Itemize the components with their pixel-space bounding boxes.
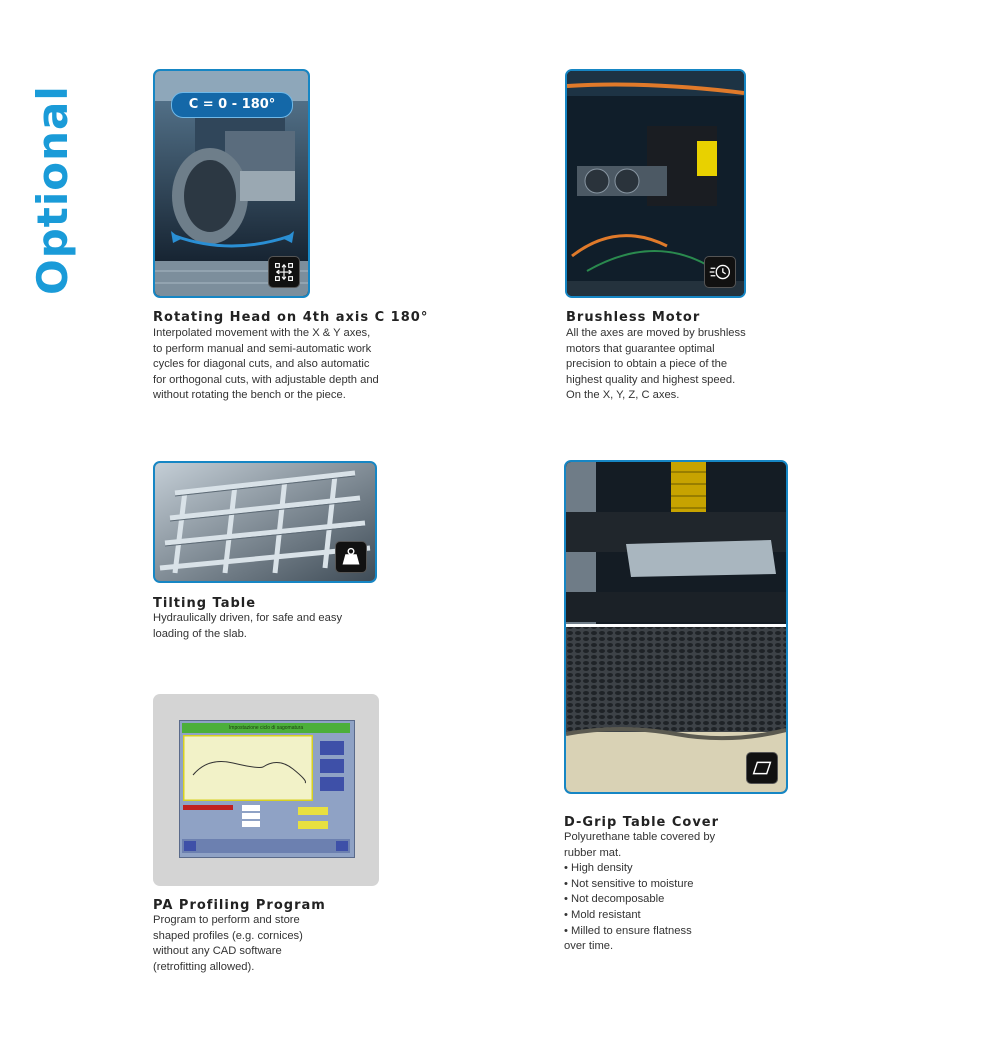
tilting-table-description: Hydraulically driven, for safe and easy loading of the slab. [153,612,343,640]
tool-button-2[interactable] [320,759,344,773]
d-grip-photo [564,460,788,794]
section-title: Optional [28,85,77,295]
pa-profiling-description: Program to perform and store shaped profiles (e.g. cornices) without any CAD software (retrofitting allowed). [153,914,303,973]
d-grip-illustration [566,462,786,792]
pa-profiling-photo [153,694,379,886]
surface-icon [746,752,778,784]
tilting-table-title: Tilting Table [153,596,257,611]
speed-clock-icon [704,256,736,288]
screen-title-bar: Impostazione ciclo di sagomatura [182,723,350,733]
tool-button-1[interactable] [320,741,344,755]
yellow-button-1[interactable] [298,807,328,815]
value-field-2[interactable] [242,813,260,819]
d-grip-description: Polyurethane table covered by rubber mat. • High density • Not sensitive to moisture • Not decomposable • Mold resistant • Milled to ensure flatness over time. [564,831,716,953]
red-bar [183,805,233,810]
back-button[interactable] [184,841,196,851]
bottom-bar [182,839,350,853]
axes-move-icon [268,256,300,288]
profile-preview [183,735,313,801]
d-grip-title: D-Grip Table Cover [564,815,720,830]
program-screen [179,720,355,858]
tool-button-3[interactable] [320,777,344,791]
value-field-3[interactable] [242,821,260,827]
brushless-motor-title: Brushless Motor [566,310,701,325]
value-field-1[interactable] [242,805,260,811]
rotating-head-title: Rotating Head on 4th axis C 180° [153,310,429,325]
rotating-head-description: Interpolated movement with the X & Y axes, to perform manual and semi-automatic work cycles for diagonal cuts, and also automatic for orthogonal cuts, with adjustable depth and without rotating the bench or the piece. [153,327,379,402]
angle-label: C = 0 - 180° [171,92,293,118]
brushless-motor-description: All the axes are moved by brushless motors that guarantee optimal precision to obtain a piece of the highest quality and highest speed. On the X, Y, Z, C axes. [566,327,746,402]
tilting-table-photo [153,461,377,583]
pa-profiling-title: PA Profiling Program [153,898,326,913]
weight-icon [335,541,367,573]
rotating-head-photo [153,69,310,298]
yellow-button-2[interactable] [298,821,328,829]
enter-button[interactable] [336,841,348,851]
brushless-motor-photo [565,69,746,298]
